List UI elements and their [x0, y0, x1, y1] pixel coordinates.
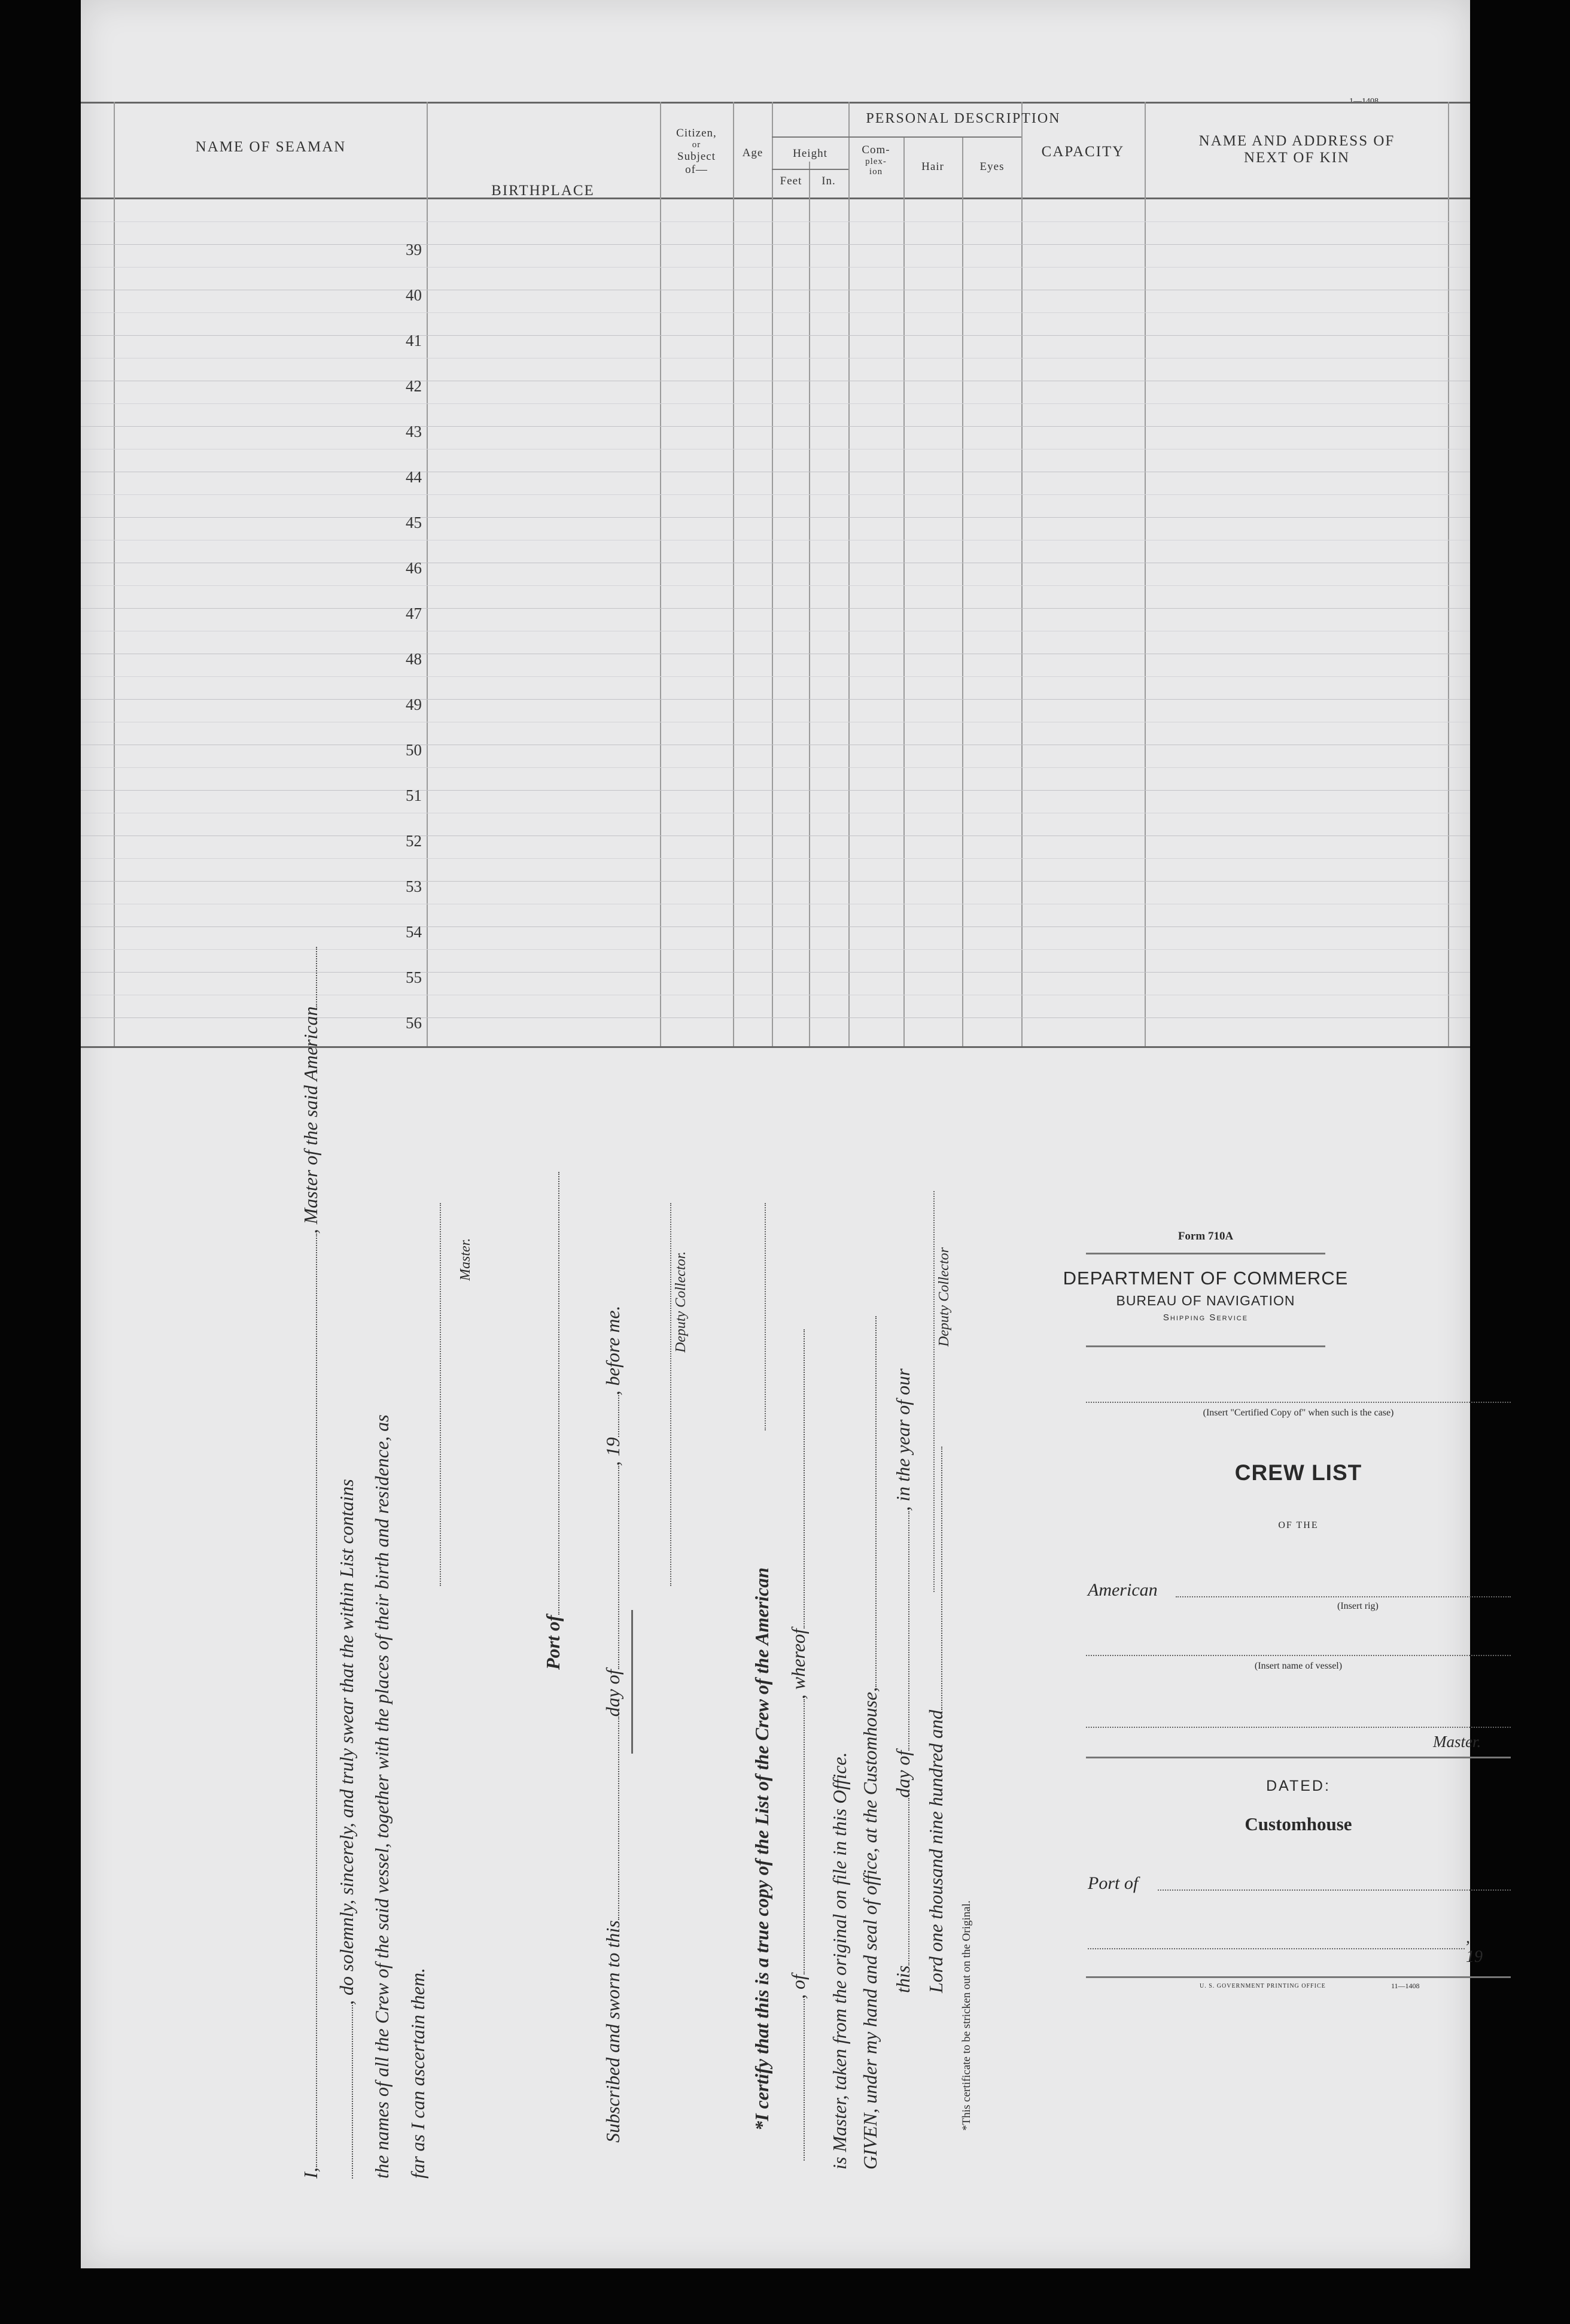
row-number: 39 — [406, 241, 422, 259]
row-number: 51 — [406, 786, 422, 804]
row-subdivider — [81, 312, 1470, 313]
header-citizen: Citizen, or Subject of— — [676, 127, 717, 176]
vessel-name-blank[interactable] — [299, 947, 317, 1007]
deputy-collector-label-2: Deputy Collector — [936, 1247, 952, 1347]
row-number: 56 — [406, 1014, 422, 1032]
row-number: 48 — [406, 650, 422, 668]
month-blank-2[interactable] — [892, 1511, 909, 1751]
rig-blank[interactable] — [1176, 1596, 1511, 1597]
header-feet: Feet — [780, 175, 802, 187]
row-subdivider — [81, 767, 1470, 768]
dated-label: DATED: — [1266, 1778, 1331, 1794]
row-divider — [81, 699, 1470, 700]
header-age: Age — [742, 147, 763, 159]
crew-list-title: CREW LIST — [1234, 1460, 1362, 1485]
row-number: 43 — [406, 423, 422, 441]
row-number: 47 — [406, 604, 422, 622]
row-subdivider — [81, 949, 1470, 950]
service-title: Shipping Service — [1163, 1313, 1249, 1323]
oath-line-1: I,, Master of the said American — [299, 947, 322, 2179]
row-subdivider — [81, 403, 1470, 404]
day-blank[interactable] — [601, 1717, 619, 1920]
row-divider — [81, 244, 1470, 245]
row-subdivider — [81, 358, 1470, 359]
port-of-label: Port of — [541, 1172, 564, 1670]
oath-line-2: , do solemnly, sincerely, and truly swear that the within List contains — [335, 1479, 358, 2179]
date-field[interactable] — [1088, 1948, 1465, 1949]
row-number: 41 — [406, 332, 422, 350]
certificate-line-5: thisday of, in the year of our — [892, 1368, 914, 1993]
column-divider — [427, 102, 428, 1046]
of-the-label: OF THE — [1278, 1520, 1319, 1530]
row-number: 46 — [406, 559, 422, 577]
header-subrule — [772, 136, 1021, 138]
row-number: 44 — [406, 468, 422, 486]
oath-line-3: the names of all the Crew of the said vessel, together with the places of their birth and residence, as — [371, 1414, 392, 2179]
row-divider — [81, 335, 1470, 336]
column-divider — [809, 162, 810, 1046]
header-inches: In. — [821, 175, 836, 187]
column-divider — [1448, 102, 1449, 1046]
customhouse-blank[interactable] — [859, 1316, 877, 1687]
column-divider — [848, 102, 850, 1046]
row-number: 45 — [406, 514, 422, 531]
department-title: DEPARTMENT OF COMMERCE — [1063, 1268, 1349, 1289]
table-header-rule — [81, 198, 1470, 199]
port-of-field[interactable] — [1158, 1889, 1511, 1891]
printing-office: U. S. GOVERNMENT PRINTING OFFICE — [1200, 1983, 1326, 1989]
vessel-name-blank-2[interactable] — [335, 2005, 353, 2179]
cover-rule-2 — [1086, 1345, 1325, 1347]
row-subdivider — [81, 858, 1470, 859]
row-subdivider — [81, 494, 1470, 495]
row-divider — [81, 517, 1470, 518]
row-number: 42 — [406, 377, 422, 395]
master-name-field[interactable] — [1086, 1727, 1511, 1728]
certified-copy-blank[interactable] — [1086, 1402, 1511, 1403]
header-name-of-seaman: NAME OF SEAMAN — [195, 139, 346, 155]
printing-code: 11—1408 — [1391, 1982, 1420, 1990]
row-divider — [81, 972, 1470, 973]
row-number: 49 — [406, 695, 422, 713]
cover-rule-top — [1086, 1253, 1325, 1254]
certificate-line-2: , of, whereof — [787, 1329, 810, 2161]
row-subdivider — [81, 221, 1470, 222]
certificate-line-6: Lord one thousand nine hundred and — [924, 1447, 947, 1993]
column-divider — [1145, 102, 1146, 1046]
header-eyes: Eyes — [979, 160, 1005, 173]
header-complexion: Com- plex- ion — [862, 144, 890, 177]
row-subdivider — [81, 585, 1470, 586]
customhouse-label: Customhouse — [1245, 1813, 1352, 1834]
vessel-blank-4[interactable] — [787, 1999, 805, 2161]
master-label: Master. — [458, 1238, 473, 1281]
row-number: 40 — [406, 286, 422, 304]
cover-master-label: Master. — [1433, 1733, 1481, 1751]
certified-copy-note: (Insert "Certified Copy of" when such is the case) — [1203, 1408, 1394, 1418]
subscribed-line: Subscribed and sworn to thisday of, 19, before me. — [602, 1305, 623, 2143]
month-blank[interactable] — [601, 1466, 619, 1669]
row-divider — [81, 926, 1470, 927]
certificate-line-4: GIVEN, under my hand and seal of office, at the Customhouse, — [859, 1316, 881, 2170]
year-blank[interactable] — [601, 1395, 619, 1437]
column-divider — [114, 102, 115, 1046]
table-bottom-rule — [81, 1046, 1470, 1048]
column-divider — [962, 138, 963, 1046]
header-capacity: CAPACITY — [1041, 144, 1125, 160]
insert-rig-note: (Insert rig) — [1337, 1601, 1379, 1611]
row-divider — [81, 608, 1470, 609]
cover-rule-bottom — [1086, 1976, 1511, 1978]
row-subdivider — [81, 267, 1470, 268]
row-number: 55 — [406, 968, 422, 986]
row-number: 52 — [406, 832, 422, 850]
column-divider — [772, 102, 773, 1046]
certificate-line-1: *I certify that this is a true copy of the List of the Crew of the American — [751, 1567, 772, 2131]
table-top-rule — [81, 102, 1470, 104]
row-divider — [81, 881, 1470, 882]
master-signature-line[interactable] — [440, 1203, 442, 1586]
row-divider — [81, 426, 1470, 427]
deputy-signature-line-2[interactable] — [933, 1191, 936, 1592]
section-divider-rule — [631, 1610, 633, 1754]
port-of-cover-label: Port of — [1088, 1873, 1139, 1893]
header-personal-description: PERSONAL DESCRIPTION — [866, 111, 1061, 126]
column-divider — [1021, 102, 1023, 1046]
header-birthplace: BIRTHPLACE — [491, 183, 595, 199]
form-number: Form 710A — [1178, 1230, 1234, 1242]
row-divider — [81, 1017, 1470, 1018]
row-number: 50 — [406, 741, 422, 759]
certificate-line-3: is Master, taken from the original on file in this Office. — [829, 1752, 850, 2170]
master-name-blank[interactable] — [299, 1234, 317, 2167]
master-blank-2[interactable] — [787, 1329, 805, 1629]
row-number: 53 — [406, 877, 422, 895]
column-divider — [733, 102, 734, 1046]
column-divider — [903, 138, 905, 1046]
port-blank-2[interactable] — [787, 1699, 805, 1974]
header-next-of-kin: NAME AND ADDRESS OF NEXT OF KIN — [1198, 133, 1395, 166]
row-subdivider — [81, 676, 1470, 677]
row-divider — [81, 790, 1470, 791]
deputy-collector-label-1: Deputy Collector. — [673, 1251, 689, 1353]
header-height: Height — [793, 147, 827, 160]
american-label: American — [1088, 1580, 1158, 1600]
cover-rule-3 — [1086, 1757, 1511, 1758]
year-19-label: , 19 — [1466, 1928, 1483, 1966]
port-of-blank[interactable] — [541, 1172, 559, 1615]
column-divider — [660, 102, 661, 1046]
oath-line-4: far as I can ascertain them. — [407, 1968, 428, 2179]
header-subrule — [772, 169, 848, 170]
insert-vessel-note: (Insert name of vessel) — [1254, 1661, 1343, 1671]
bureau-title: BUREAU OF NAVIGATION — [1116, 1293, 1295, 1308]
header-hair: Hair — [921, 160, 944, 173]
vessel-name-blank-3[interactable] — [765, 1203, 767, 1430]
vessel-name-field[interactable] — [1086, 1655, 1511, 1656]
row-number: 54 — [406, 923, 422, 941]
day-blank-2[interactable] — [892, 1798, 909, 1965]
deputy-signature-line-1[interactable] — [670, 1203, 673, 1586]
certificate-footnote: *This certificate to be stricken out on the Original. — [960, 1900, 973, 2131]
crew-list-page — [81, 0, 1483, 2268]
